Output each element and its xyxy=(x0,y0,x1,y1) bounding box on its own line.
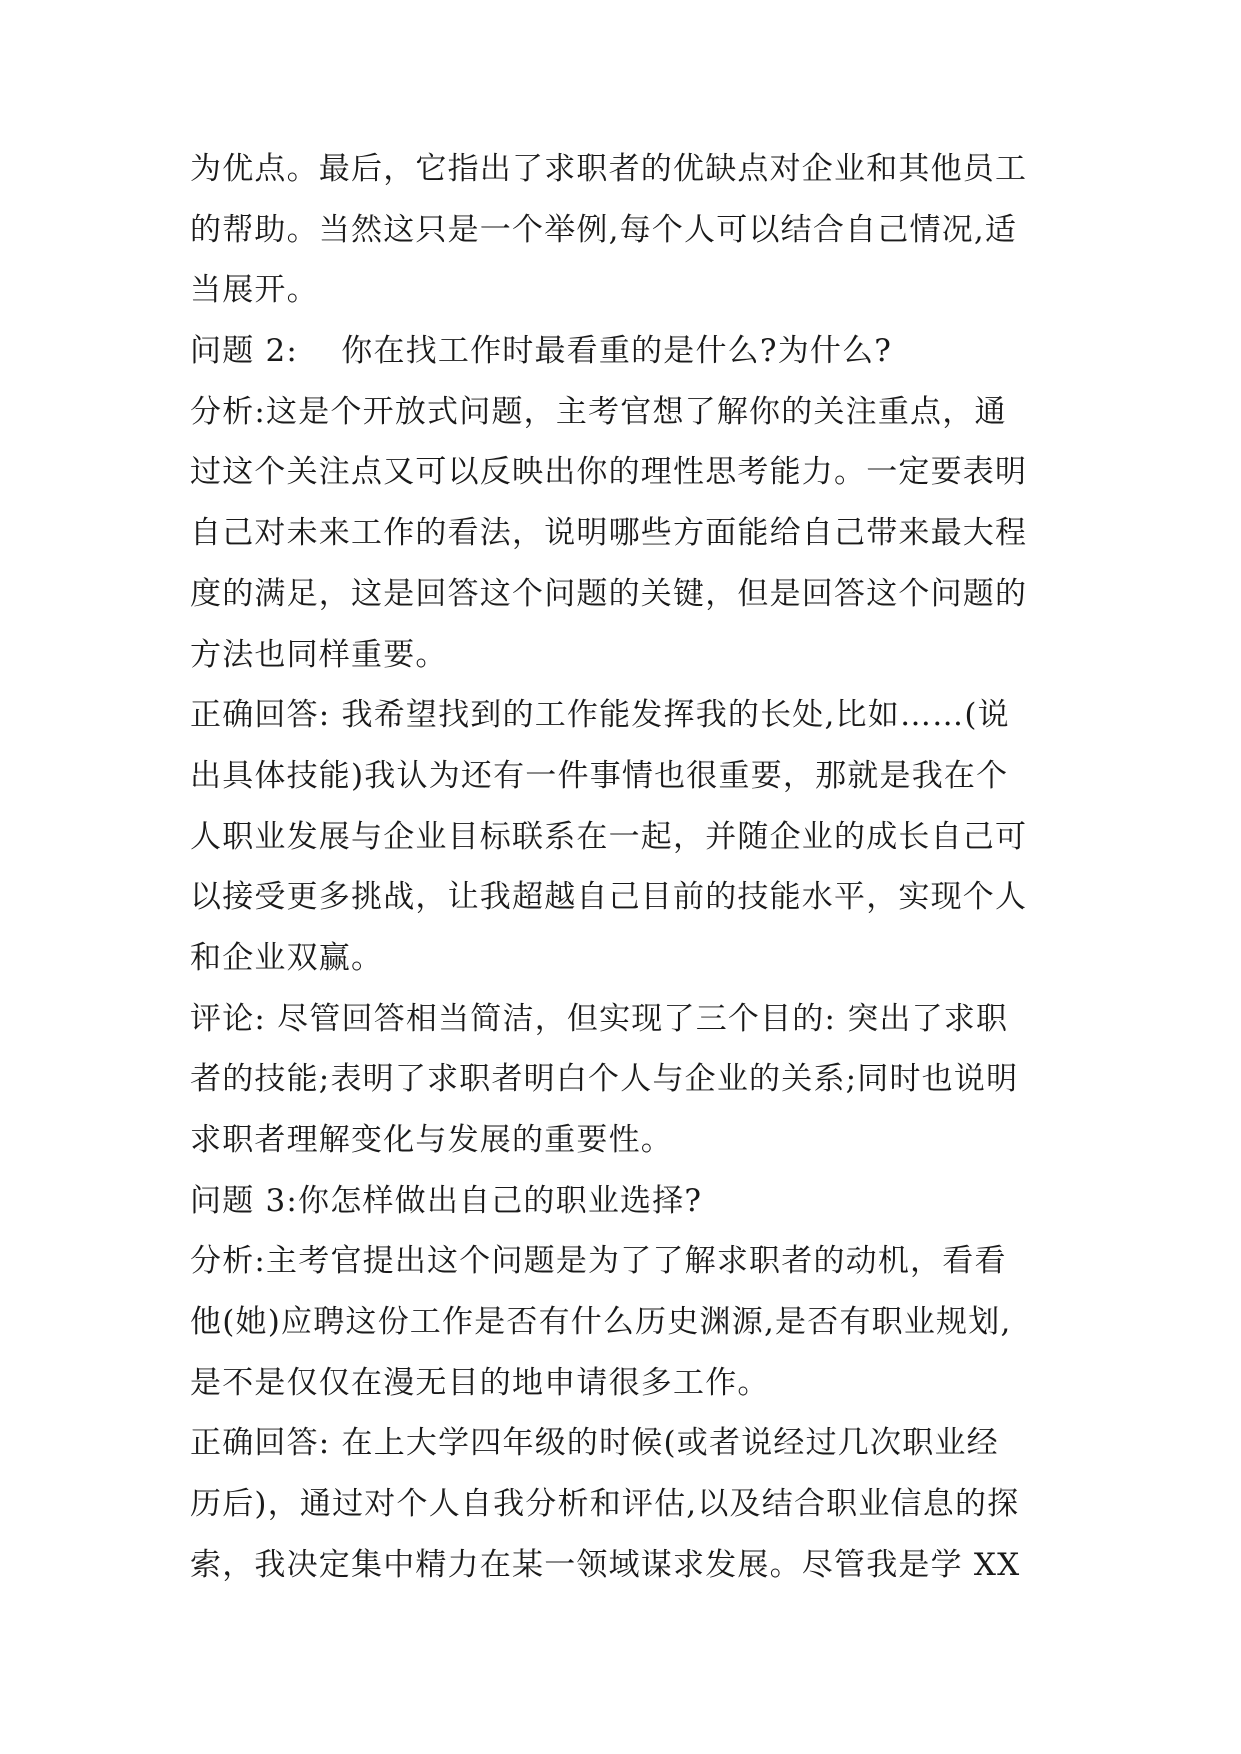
text-line: 是不是仅仅在漫无目的地申请很多工作。 xyxy=(190,1364,770,1401)
text-line: 分析:这是个开放式问题，主考官想了解你的关注重点，通 xyxy=(190,393,1007,430)
text-line: 度的满足，这是回答这个问题的关键，但是回答这个问题的 xyxy=(190,575,1028,612)
text-line: 评论: 尽管回答相当简洁，但实现了三个目的: 突出了求职 xyxy=(190,1000,1009,1037)
text-line: 者的技能;表明了求职者明白个人与企业的关系;同时也说明 xyxy=(190,1061,1019,1098)
text-line: 自己对未来工作的看法，说明哪些方面能给自己带来最大程 xyxy=(190,515,1028,552)
document-body xyxy=(190,139,1056,1596)
text-line: 他(她)应聘这份工作是否有什么历史渊源,是否有职业规划, xyxy=(190,1304,1012,1341)
question-heading: 问题 3:你怎样做出自己的职业选择? xyxy=(190,1182,703,1219)
text-line: 当展开。 xyxy=(190,272,319,309)
text-line: 方法也同样重要。 xyxy=(190,636,448,673)
text-line: 和企业双赢。 xyxy=(190,939,384,976)
text-line: 出具体技能)我认为还有一件事情也很重要，那就是我在个 xyxy=(190,757,1009,794)
text-line: 求职者理解变化与发展的重要性。 xyxy=(190,1122,673,1158)
question-heading: 问题 2: 你在找工作时最看重的是什么?为什么? xyxy=(190,333,893,370)
text-line: 正确回答: 在上大学四年级的时候(或者说经过几次职业经 xyxy=(190,1425,999,1462)
text-line: 为优点。最后，它指出了求职者的优缺点对企业和其他员工 xyxy=(190,151,1028,187)
text-line: 历后)，通过对个人自我分析和评估,以及结合职业信息的探 xyxy=(190,1486,1020,1523)
text-line: 人职业发展与企业目标联系在一起，并随企业的成长自己可 xyxy=(190,818,1028,855)
text-line: 过这个关注点又可以反映出你的理性思考能力。一定要表明 xyxy=(190,454,1028,491)
text-line: 正确回答: 我希望找到的工作能发挥我的长处,比如……(说 xyxy=(190,697,1010,734)
text-line: 的帮助。当然这只是一个举例,每个人可以结合自己情况,适 xyxy=(190,211,1018,248)
text-line: 以接受更多挑战，让我超越自己目前的技能水平，实现个人 xyxy=(190,879,1028,916)
text-line: 分析:主考官提出这个问题是为了了解求职者的动机，看看 xyxy=(190,1243,1007,1280)
text-line: 索，我决定集中精力在某一领域谋求发展。尽管我是学 XX xyxy=(190,1546,1021,1583)
